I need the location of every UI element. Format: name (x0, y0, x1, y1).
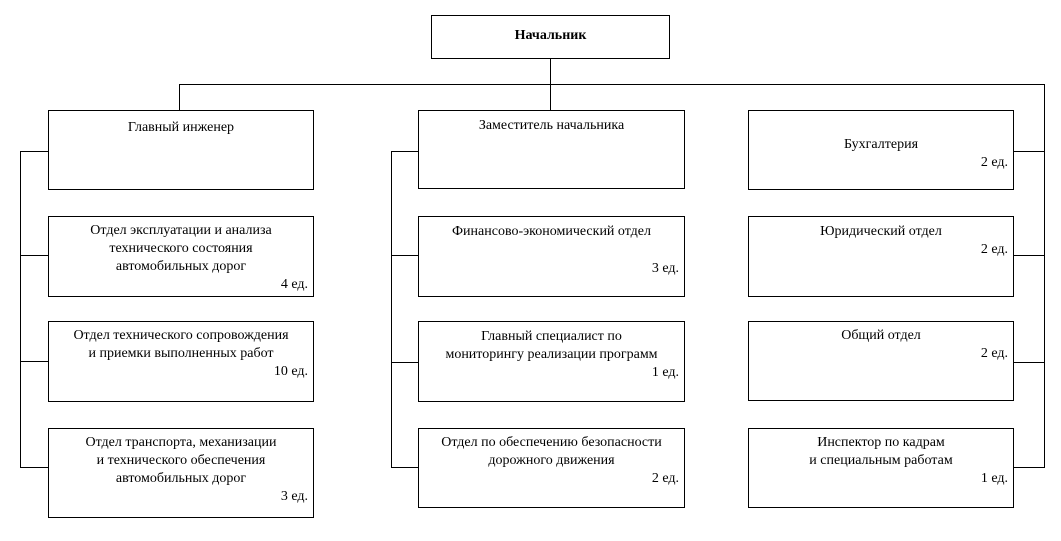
staff-count: 2 ед. (980, 242, 1008, 257)
connector (1013, 362, 1045, 363)
staff-count: 2 ед. (651, 471, 679, 486)
box-title: Общий отдел (841, 328, 921, 343)
connector (20, 467, 48, 468)
unit-box (418, 216, 685, 297)
staff-count: 2 ед. (980, 346, 1008, 361)
unit-box (748, 216, 1014, 297)
unit-box (418, 428, 685, 508)
box-title: Юридический отдел (820, 224, 942, 239)
box-title: Отдел эксплуатации и анализа технического состояния автомобильных дорог (90, 223, 272, 274)
box-title: Инспектор по кадрам и специальным работам (809, 435, 953, 468)
chief-engineer-box (48, 110, 314, 190)
head-title: Начальник (514, 28, 587, 43)
box-title: Главный инженер (127, 120, 235, 135)
staff-count: 3 ед. (651, 261, 679, 276)
box-title: Бухгалтерия (843, 137, 919, 152)
connector (391, 467, 418, 468)
staff-count: 10 ед. (273, 364, 308, 379)
deputy-head-box (418, 110, 685, 189)
staff-count: 1 ед. (651, 365, 679, 380)
connector (391, 255, 418, 256)
unit-box (748, 321, 1014, 401)
unit-box (48, 216, 314, 297)
connector (1044, 84, 1045, 468)
connector (391, 362, 418, 363)
connector (1013, 467, 1045, 468)
staff-count: 2 ед. (980, 155, 1008, 170)
connector (20, 361, 48, 362)
connector (179, 84, 180, 110)
unit-box (48, 321, 314, 402)
staff-count: 1 ед. (980, 471, 1008, 486)
box-title: Главный специалист по мониторингу реализации программ (445, 329, 658, 362)
box-title: Финансово-экономический отдел (452, 224, 651, 239)
staff-count: 3 ед. (280, 489, 308, 504)
accounting-box (748, 110, 1014, 190)
box-title: Отдел технического сопровождения и приемки выполненных работ (73, 328, 289, 361)
connector (1013, 255, 1045, 256)
connector (391, 151, 392, 468)
box-title: Заместитель начальника (478, 118, 625, 133)
head-box (431, 15, 670, 59)
unit-box (418, 321, 685, 402)
connector (20, 255, 48, 256)
box-title: Отдел по обеспечению безопасности дорожного движения (441, 435, 662, 468)
box-title: Отдел транспорта, механизации и технического обеспечения автомобильных дорог (85, 435, 277, 486)
unit-box (48, 428, 314, 518)
staff-count: 4 ед. (280, 277, 308, 292)
unit-box (748, 428, 1014, 508)
connector (1013, 151, 1045, 152)
connector (20, 151, 48, 152)
connector (391, 151, 418, 152)
connector (20, 151, 21, 468)
connector (179, 84, 1045, 85)
